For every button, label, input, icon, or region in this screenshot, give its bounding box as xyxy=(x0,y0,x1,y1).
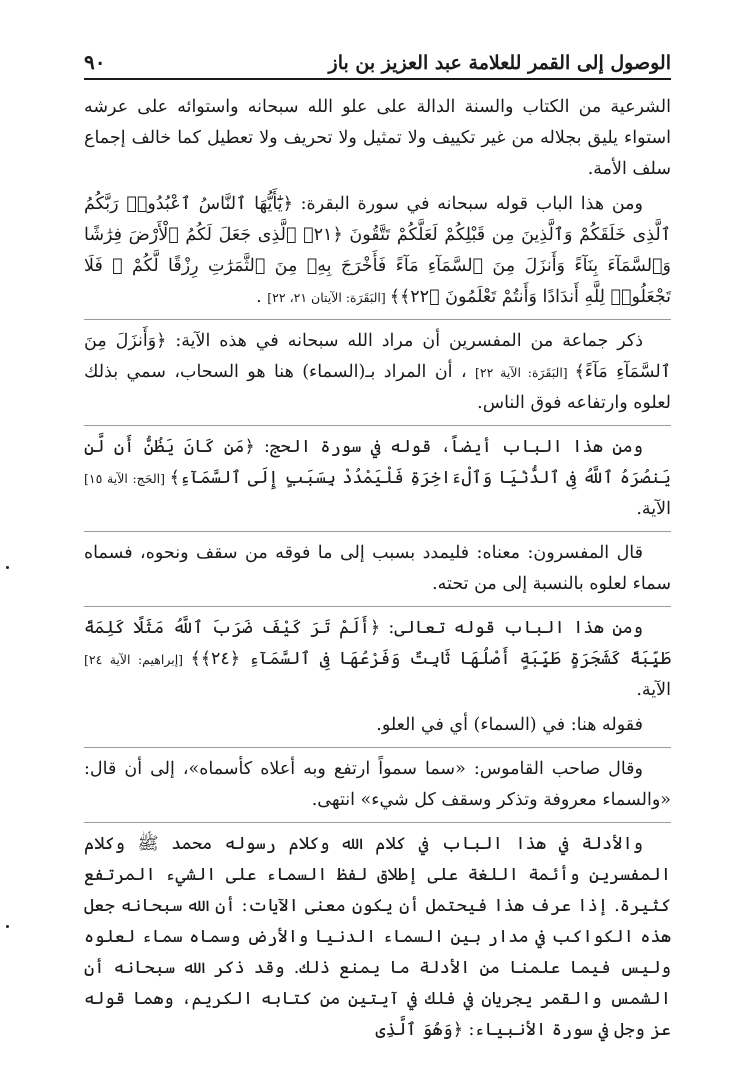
paragraph xyxy=(84,710,671,745)
paragraph-text: ومن هذا الباب قوله تعالى: xyxy=(380,618,643,638)
verse-reference: [البَقَرَة: الآيتان ٢١، ٢٢] xyxy=(267,290,390,305)
paragraph-text: وقال صاحب القاموس: «سما سمواً ارتفع وبه أعلاه كأسماه»، إلى أن قال: «والسماء معروفة وتذكر وسقف كل شيء» انتهى. xyxy=(84,759,671,810)
paragraph xyxy=(84,319,671,423)
paragraph-text: الآية. xyxy=(636,680,671,700)
quran-verse: ﴿مَن كَانَ يَظُنُّ أَن لَّن يَنصُرَهُ ٱللَّهُ فِى ٱلدُّنْيَا وَٱلْءَاخِرَةِ فَلْيَمْدُدْ بِسَبَبٍ إِلَى ٱلسَّمَآءِ﴾ xyxy=(84,437,671,488)
paragraph xyxy=(84,822,671,1050)
quran-verse: ﴿أَلَمْ تَرَ كَيْفَ ضَرَبَ ٱللَّهُ مَثَلًا كَلِمَةً طَيِّبَةً كَشَجَرَةٍ طَيِّبَةٍ أَصْلُهَا ثَابِتٌ وَفَرْعُهَا فِى ٱلسَّمَآءِ ﴿٢٤﴾﴾ xyxy=(84,618,671,669)
verse-reference: [الحَج: الآية ١٥] xyxy=(84,471,170,486)
quran-verse: ﴿يَٰٓأَيُّهَا ٱلنَّاسُ ٱعْبُدُوا۟ رَبَّكُمُ ٱلَّذِى خَلَقَكُمْ وَٱلَّذِينَ مِن قَبْلِكُمْ لَعَلَّكُمْ تَتَّقُونَ ﴿٢١﴾ ٱلَّذِى جَعَلَ لَكُمُ ٱلْأَرْضَ فِرَٰشًا وَٱلسَّمَآءَ بِنَآءً وَأَنزَلَ مِنَ ٱلسَّمَآءِ مَآءً فَأَخْرَجَ بِهِۦ مِنَ ٱلثَّمَرَٰتِ رِزْقًا لَّكُمْ ۖ فَلَا تَجْعَلُوا۟ لِلَّهِ أَندَادًا وَأَنتُمْ تَعْلَمُونَ ﴿٢٢﴾﴾ xyxy=(84,194,672,307)
verse-reference: [إبراهيم: الآية ٢٤] xyxy=(84,652,191,667)
quran-verse: ﴿وَأَنزَلَ مِنَ ٱلسَّمَآءِ مَآءً﴾ xyxy=(84,331,671,382)
verse-reference: [البَقَرَة: الآية ٢٢] xyxy=(475,365,575,380)
paragraph-text: ذكر جماعة من المفسرين أن مراد الله سبحانه في هذه الآية: xyxy=(166,331,643,351)
paragraph xyxy=(84,531,671,604)
paragraph xyxy=(84,425,671,529)
quran-verse: ﴿وَهُوَ ٱلَّذِى xyxy=(375,1020,463,1040)
paragraph xyxy=(84,189,671,317)
paragraph xyxy=(84,747,671,820)
paragraph-text: الآية. xyxy=(636,499,671,519)
paragraph xyxy=(84,606,671,710)
paragraph-text: فقوله هنا: في (السماء) أي في العلو. xyxy=(376,715,643,735)
page-header xyxy=(84,36,671,80)
running-title: الوصول إلى القمر للعلامة عبد العزيز بن باز xyxy=(328,52,671,74)
margin-speck xyxy=(6,566,9,569)
paragraph-text: والأدلة في هذا الباب في كلام الله وكلام رسوله محمد ﷺ وكلام المفسرين وأئمة اللغة على إطلاق لفظ السماء على الشيء المرتفع كثيرة. إذا عرف هذا فيحتمل أن يكون معنى الآيات: أن الله سبحانه جعل هذه الكواكب في مدار بين السماء الدنيا والأرض وسماه سماء لعلوه وليس فيما علمنا من الأدلة ما يمنع ذلك. وقد ذكر الله سبحانه أن الشمس والقمر يجريان في فلك في آيتين من كتابه الكريم، وهما قوله عز وجل في سورة الأنبياء: xyxy=(84,834,671,1040)
paragraph-text: الشرعية من الكتاب والسنة الدالة على علو الله سبحانه واستوائه على عرشه استواء يليق بجلاله من غير تكييف ولا تمثيل ولا تحريف ولا تعطيل كما خالف إجماع سلف الأمة. xyxy=(84,97,671,179)
page-number: ٩٠ xyxy=(84,50,106,74)
page-body xyxy=(84,92,671,1050)
paragraph-text: ، أن المراد بـ(السماء) هنا هو السحاب، سمي بذلك لعلوه وارتفاعه فوق الناس. xyxy=(84,362,671,413)
paragraph-text: ومن هذا الباب قوله سبحانه في سورة البقرة: xyxy=(292,194,643,214)
paragraph-text: . xyxy=(256,287,268,307)
paragraph xyxy=(84,92,671,189)
paragraph-text: ومن هذا الباب أيضاً، قوله في سورة الحج: xyxy=(254,437,643,457)
margin-speck xyxy=(6,925,9,928)
paragraph-text: قال المفسرون: معناه: فليمدد بسبب إلى ما فوقه من سقف ونحوه، فسماه سماء لعلوه بالنسبة إلى من تحته. xyxy=(84,543,671,594)
